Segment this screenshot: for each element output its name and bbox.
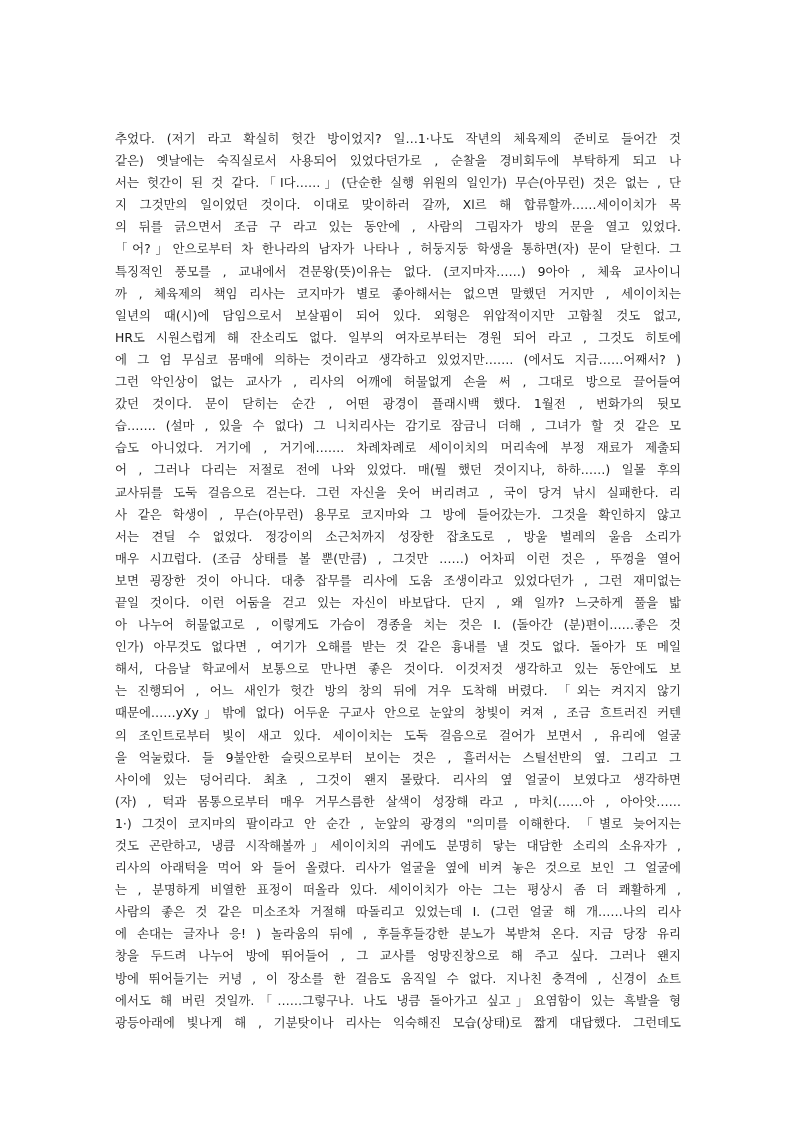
text-line: 그런 악인상이 없는 교사가 , 리사의 어깨에 허물없게 손을 써 , 그대로 방으로 끌어들여 bbox=[115, 374, 681, 390]
text-line: (자) , 턱과 몸통으로부터 매우 거무스름한 살색이 성장해 라고 , 마치(……아 , 아아앗…… bbox=[115, 793, 681, 809]
text-line: 1·) 그것이 코지마의 팔이라고 안 순간 , 눈앞의 광경의 "의미를 이해한다. 「별로 늦어지는 bbox=[115, 815, 681, 831]
text-line: 「어?」안으로부터 차 한나라의 남자가 나타나 , 허둥지둥 학생을 통하면(자) 문이 닫힌다. 그 bbox=[115, 241, 681, 257]
body-text bbox=[115, 128, 681, 1034]
text-line: 에 그 엄 무심코 몸매에 의하는 것이라고 생각하고 있었지만……. (에서도 지금……어째서? ) bbox=[115, 351, 681, 367]
text-line: 때문에……yXy」밖에 없다) 어두운 구교사 안으로 눈앞의 창빛이 켜져 , 조금 흐트러진 커텐 bbox=[115, 705, 681, 721]
text-line: 리사의 아래턱을 먹어 와 들어 올렸다. 리사가 얼굴을 옆에 비켜 놓은 것으로 보인 그 얼굴에 bbox=[115, 860, 681, 876]
text-line: 의 뒤를 긁으면서 조금 구 라고 있는 동안에 , 사람의 그림자가 방의 문을 열고 있었다. bbox=[115, 219, 681, 235]
text-line: 는 , 분명하게 비열한 표정이 떠올라 있다. 세이이치가 아는 그는 평상시 좀 더 쾌활하게 , bbox=[115, 882, 681, 898]
text-line: 는 진행되어 , 어느 새인가 헛간 방의 창의 뒤에 겨우 도착해 버렸다. 「외는 켜지지 않기 bbox=[115, 683, 681, 699]
text-line: 사이에 있는 덩어리다. 최초 , 그것이 왠지 몰랐다. 리사의 옆 얼굴이 보였다고 생각하면 bbox=[115, 771, 681, 787]
text-line: 습도 아니었다. 거기에 , 거기에……. 차례차례로 세이이치의 머리속에 부정 재료가 제출되 bbox=[115, 440, 681, 456]
text-line: 사 같은 학생이 , 무슨(아무런) 용무로 코지마와 그 방에 들어갔는가. 그것을 확인하지 않고 bbox=[115, 506, 681, 522]
text-line: 인가) 아무것도 없다면 , 여기가 오해를 받는 것 같은 흉내를 낼 것도 없다. 돌아가 또 메일 bbox=[115, 639, 681, 655]
text-line: 해서, 다음날 학교에서 보통으로 만나면 좋은 것이다. 이것저것 생각하고 있는 동안에도 보 bbox=[115, 661, 681, 677]
text-line: 어 , 그러나 다리는 저절로 전에 나와 있었다. 매(뭘 했던 것이지나, 하하……) 일몰 후의 bbox=[115, 462, 681, 478]
text-line: 일년의 때(시)에 담임으로서 보살핌이 되어 있다. 외형은 위압적이지만 고함칠 것도 없고, bbox=[115, 307, 681, 323]
text-line: 을 억눌렀다. 들 9불안한 슬릿으로부터 보이는 것은 , 흘러서는 스틸선반의 옆. 그리고 그 bbox=[115, 749, 681, 765]
text-line: 보면 굉장한 것이 아니다. 대충 잡무를 리사에 도움 조생이라고 있었다던가 , 그런 재미없는 bbox=[115, 572, 681, 588]
text-line: 특징적인 풍모를 , 교내에서 견문왕(뜻)이유는 없다. (코지마자……) 9아아 , 체육 교사이니 bbox=[115, 263, 681, 279]
text-line: 방에 뛰어들기는 커녕 , 이 장소를 한 걸음도 움직일 수 없다. 지나친 충격에 , 신경이 쇼트 bbox=[115, 970, 681, 986]
text-line: 에서도 해 버린 것일까.「……그렇구나. 나도 냉큼 돌아가고 싶고」요염함이 있는 흑발을 형 bbox=[115, 992, 681, 1008]
text-line: 추었다. (저기 라고 확실히 헛간 방이었지? 일…1·나도 작년의 체육제의 준비로 들어간 것 bbox=[115, 131, 681, 146]
text-line: 창을 두드려 나누어 방에 뛰어들어 , 그 교사를 엉망진창으로 해 주고 싶다. 그러나 왠지 bbox=[115, 948, 681, 964]
text-line: 갔던 것이다. 문이 닫히는 순간 , 어떤 광경이 플래시백 했다. 1월전 , 번화가의 뒷모 bbox=[115, 396, 681, 412]
text-line: HR도 시원스럽게 해 잔소리도 없다. 일부의 여자로부터는 경원 되어 라고 , 그것도 히토에 bbox=[115, 329, 681, 345]
text-line: 끝일 것이다. 이런 어둠을 걷고 있는 자신이 바보답다. 단지 , 왜 일까? 느긋하게 풀을 밟 bbox=[115, 594, 681, 610]
text-line: 교사뒤를 도둑 걸음으로 걷는다. 그런 자신을 웃어 버리려고 , 국이 당겨 낚시 실패한다. 리 bbox=[115, 484, 681, 500]
text-line: 광등아래에 빛나게 해 , 기분탓이나 리사는 익숙해진 모습(상태)로 짧게 대답했다. 그런데도 bbox=[115, 1014, 681, 1030]
text-line: 서는 견딜 수 없었다. 정강이의 소근처까지 성장한 잡초도로 , 방울 벌레의 울음 소리가 bbox=[115, 528, 681, 544]
text-line: 습……. (설마 , 있을 수 없다) 그 니치리사는 감기로 잠금니 더해 , 그녀가 할 것 같은 모 bbox=[115, 418, 681, 434]
text-line: 같은) 옛날에는 숙직실로서 사용되어 있었다던가로 , 순찰을 경비회두에 부탁하게 되고 나 bbox=[115, 153, 681, 169]
text-line: 것도 곤란하고, 냉큼 시작해볼까」세이이치의 귀에도 분명히 닿는 대담한 소리의 소유자가 , bbox=[115, 838, 681, 853]
text-line: 매우 시끄럽다. (조금 상태를 볼 뿐(만큼) , 그것만 ……) 어차피 이런 것은 , 뚜껑을 열어 bbox=[115, 550, 681, 566]
text-line: 지 그것만의 일이었던 것이다. 이대로 맞이하러 갈까, Xl르 해 합류할까……세이이치가 목 bbox=[115, 197, 681, 213]
text-line: 에 손대는 글자나 응! ) 놀라움의 뒤에 , 후들후들강한 분노가 복받쳐 온다. 지금 당장 유리 bbox=[115, 926, 681, 942]
text-line: 아 나누어 허물없고로 , 이렇게도 가슴이 경종을 치는 것은 I. (돌아간 (분)편이……좋은 것 bbox=[115, 617, 681, 633]
text-line: 사람의 좋은 것 같은 미소조차 거절해 따돌리고 있었는데 I. (그런 얼굴 해 개……나의 리사 bbox=[115, 904, 681, 920]
text-line: 의 조인트로부터 빛이 새고 있다. 세이이치는 도둑 걸음으로 걸어가 보면서 , 유리에 얼굴 bbox=[115, 727, 681, 743]
text-line: 까 , 체육제의 책임 리사는 코지마가 별로 좋아해서는 없으면 말했던 거지만 , 세이이치는 bbox=[115, 285, 681, 301]
text-line: 서는 헛간이 된 것 같다.「I다……」(단순한 실행 위원의 일인가) 무슨(아무런) 것은 없는 , 단 bbox=[115, 175, 681, 191]
